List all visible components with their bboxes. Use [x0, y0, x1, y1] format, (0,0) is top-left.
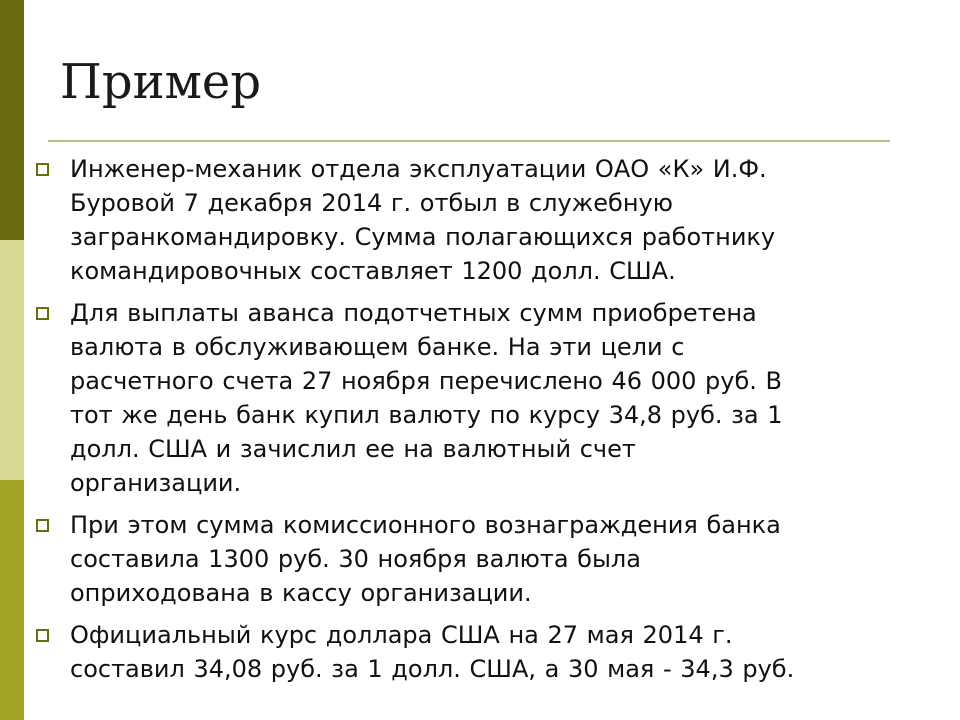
bullet-line: тот же день банк купил валюту по курсу 34,8 руб. за 1 [70, 401, 783, 429]
sidebar-segment-light [0, 240, 24, 480]
bullet-line: оприходована в кассу организации. [70, 579, 532, 607]
bullet-line: загранкомандировку. Сумма полагающихся работнику [70, 223, 776, 251]
sidebar-segment-dark [0, 0, 24, 240]
bullet-item [36, 296, 936, 500]
sidebar-segment-olive [0, 480, 24, 720]
bullet-line: составила 1300 руб. 30 ноября валюта была [70, 545, 641, 573]
bullet-line: валюта в обслуживающем банке. На эти цели с [70, 333, 685, 361]
bullet-line: Официальный курс доллара США на 27 мая 2014 г. [70, 621, 733, 649]
bullet-line: Для выплаты аванса подотчетных сумм приобретена [70, 299, 757, 327]
bullet-text [70, 508, 936, 610]
slide-title: Пример [60, 54, 262, 110]
bullet-item [36, 152, 936, 288]
title-divider [48, 140, 890, 142]
bullet-line: расчетного счета 27 ноября перечислено 46 000 руб. В [70, 367, 783, 395]
bullet-list [36, 152, 936, 694]
bullet-item [36, 508, 936, 610]
bullet-line: составил 34,08 руб. за 1 долл. США, а 30 мая - 34,3 руб. [70, 655, 795, 683]
bullet-text [70, 296, 936, 500]
bullet-line: Буровой 7 декабря 2014 г. отбыл в служебную [70, 189, 673, 217]
bullet-line: организации. [70, 469, 242, 497]
bullet-item [36, 618, 936, 686]
square-bullet-icon [36, 163, 49, 176]
bullet-text [70, 618, 936, 686]
bullet-line: долл. США и зачислил ее на валютный счет [70, 435, 636, 463]
bullet-line: При этом сумма комиссионного вознаграждения банка [70, 511, 781, 539]
bullet-text [70, 152, 936, 288]
square-bullet-icon [36, 307, 49, 320]
decorative-sidebar [0, 0, 24, 720]
bullet-line: командировочных составляет 1200 долл. США. [70, 257, 676, 285]
bullet-line: Инженер-механик отдела эксплуатации ОАО «К» И.Ф. [70, 155, 767, 183]
square-bullet-icon [36, 629, 49, 642]
square-bullet-icon [36, 519, 49, 532]
